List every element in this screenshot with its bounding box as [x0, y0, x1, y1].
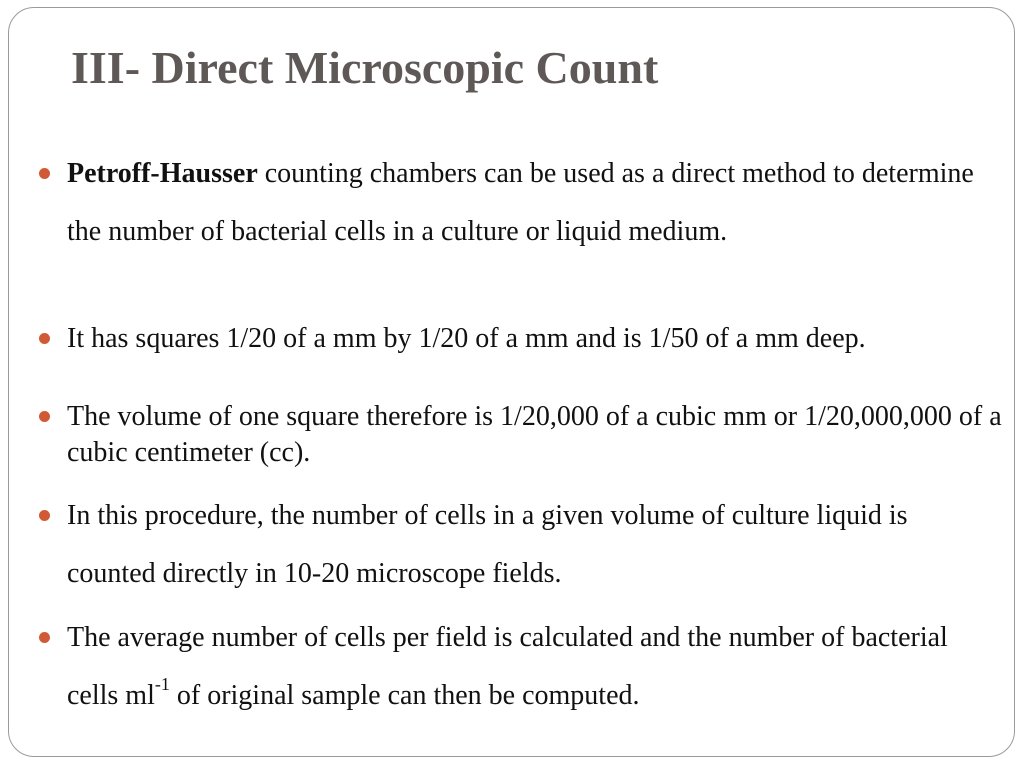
bullet-text: counting chambers can be used as a direct method to determine the number of bacterial cells in a culture or liquid medium.	[67, 158, 974, 247]
bullet-bold-lead: Petroff-Hausser	[67, 158, 258, 189]
bullet-item	[67, 609, 1002, 725]
bullet-dot-icon	[39, 510, 50, 521]
bullet-dot-icon	[39, 632, 50, 643]
bullet-text: The volume of one square therefore is 1/20,000 of a cubic mm or 1/20,000,000 of a cubic centimeter (cc).	[67, 401, 1002, 468]
bullet-dot-icon	[39, 168, 50, 179]
bullet-text: In this procedure, the number of cells in a given volume of culture liquid is counted directly in 10-20 microscope fields.	[67, 500, 908, 589]
bullet-text: The average number of cells per field is calculated and the number of bacterial cells ml	[67, 622, 948, 711]
bullet-item	[67, 145, 1002, 261]
superscript-exponent: -1	[154, 673, 170, 694]
bullet-text-after: of original sample can then be computed.	[169, 680, 640, 711]
slide-title: III- Direct Microscopic Count	[71, 42, 659, 93]
bullet-dot-icon	[39, 333, 50, 344]
bullet-dot-icon	[39, 411, 50, 422]
bullet-item	[67, 487, 1002, 603]
bullet-item	[67, 321, 1002, 357]
bullet-item	[67, 399, 1002, 471]
bullet-text: It has squares 1/20 of a mm by 1/20 of a mm and is 1/50 of a mm deep.	[67, 323, 866, 354]
